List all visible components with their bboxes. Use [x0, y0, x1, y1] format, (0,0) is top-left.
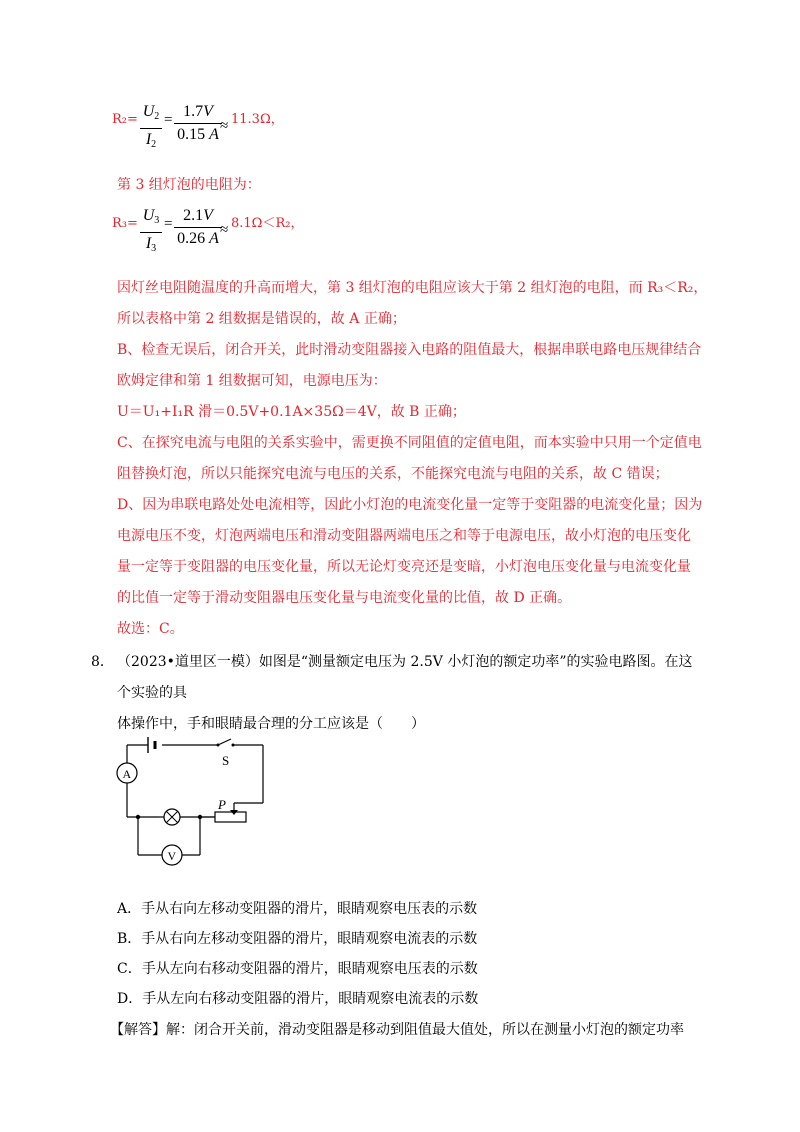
- circuit-diagram: [108, 735, 278, 870]
- explanation-line: C、在探究电流与电阻的关系实验中，需更换不同阻值的定值电阻，而本实验中只用一个定值电: [117, 435, 702, 451]
- formula-r3-result: 8.1Ω＜R₂，: [231, 216, 304, 231]
- explanation-line: 因灯丝电阻随温度的升高而增大，第 3 组灯泡的电阻应该大于第 2 组灯泡的电阻，而 R₃＜R₂，: [117, 280, 708, 296]
- explanation-line: 所以表格中第 2 组数据是错误的，故 A 正确；: [117, 311, 406, 327]
- switch-label: S: [222, 753, 230, 768]
- formula-r3-symbolic-fraction: $U_3$ $I_3$: [140, 207, 162, 258]
- question-line: 个实验的具: [117, 685, 187, 701]
- explanation-line: 量一定等于变阻器的电压变化量，所以无论灯变亮还是变暗，小灯泡电压变化量与电流变化量: [117, 559, 691, 575]
- formula-r2-lhs: R₂=: [112, 112, 138, 127]
- option-c: C．手从左向右移动变阻器的滑片，眼睛观察电压表的示数: [117, 961, 478, 977]
- lamp-icon: [164, 809, 180, 825]
- battery-icon: [148, 737, 162, 753]
- voltmeter-label: V: [167, 849, 177, 863]
- formula-r2: [112, 100, 412, 150]
- answer-choice-line: 故选：C。: [117, 621, 184, 637]
- ammeter-icon: [117, 763, 137, 783]
- voltmeter-icon: [162, 845, 182, 865]
- option-b: B．手从右向左移动变阻器的滑片，眼睛观察电流表的示数: [117, 931, 478, 947]
- slider-label: P: [218, 797, 226, 812]
- answer-text: 解：闭合开关前，滑动变阻器是移动到阻值最大值处，所以在测量小灯泡的额定功率: [166, 1022, 684, 1038]
- explanation-line: 欧姆定律和第 1 组数据可知，电源电压为：: [117, 373, 387, 389]
- formula-r3-approx: ≈: [220, 222, 229, 238]
- explanation-line: D、因为串联电路处处电流相等，因此小灯泡的电流变化量一定等于变阻器的电流变化量；因为: [117, 497, 703, 513]
- explanation-line: U＝U₁+I₁R 滑＝0.5V+0.1A×35Ω＝4V，故 B 正确；: [117, 404, 466, 420]
- ammeter-label: A: [122, 767, 132, 781]
- formula-r3-value-fraction: 2.1V 0.26 A: [174, 207, 222, 248]
- formula-r3-equals: =: [164, 216, 173, 232]
- option-a: A．手从右向左移动变阻器的滑片，眼睛观察电压表的示数: [117, 901, 478, 917]
- formula-r2-equals: =: [164, 112, 173, 128]
- formula-r2-result: 11.3Ω，: [231, 112, 284, 127]
- answer-tag: 【解答】: [110, 1022, 166, 1038]
- formula-r2-symbolic-fraction: $U_2$ $I_2$: [140, 103, 162, 154]
- explanation-line: 的比值一定等于滑动变阻器电压变化量与电流变化量的比值，故 D 正确。: [117, 590, 572, 606]
- option-d: D．手从左向右移动变阻器的滑片，眼睛观察电流表的示数: [117, 991, 479, 1007]
- explanation-line: 阻替换灯泡，所以只能探究电流与电压的关系，不能探究电流与电阻的关系，故 C 错误；: [117, 466, 669, 482]
- answer-line: [110, 1019, 684, 1039]
- formula-r2-approx: ≈: [220, 118, 229, 134]
- explanation-line: 电源电压不变，灯泡两端电压和滑动变阻器两端电压之和等于电源电压，故小灯泡的电压变化: [117, 528, 691, 544]
- explanation-line: B、检查无误后，闭合开关，此时滑动变阻器接入电路的阻值最大，根据串联电路电压规律结合: [117, 342, 702, 358]
- formula-r3-lhs: R₃=: [112, 216, 138, 231]
- question-line: （2023•道里区一模）如图是“测量额定电压为 2.5V 小灯泡的额定功率”的实验电路图。在这: [117, 654, 693, 670]
- formula-r2-value-fraction: 1.7V 0.15 A: [174, 103, 222, 144]
- question-number: 8．: [91, 654, 114, 670]
- question-line: 体操作中，手和眼睛最合理的分工应该是（ ）: [117, 716, 425, 732]
- group3-heading: 第 3 组灯泡的电阻为：: [117, 177, 261, 193]
- formula-r3: [112, 204, 412, 254]
